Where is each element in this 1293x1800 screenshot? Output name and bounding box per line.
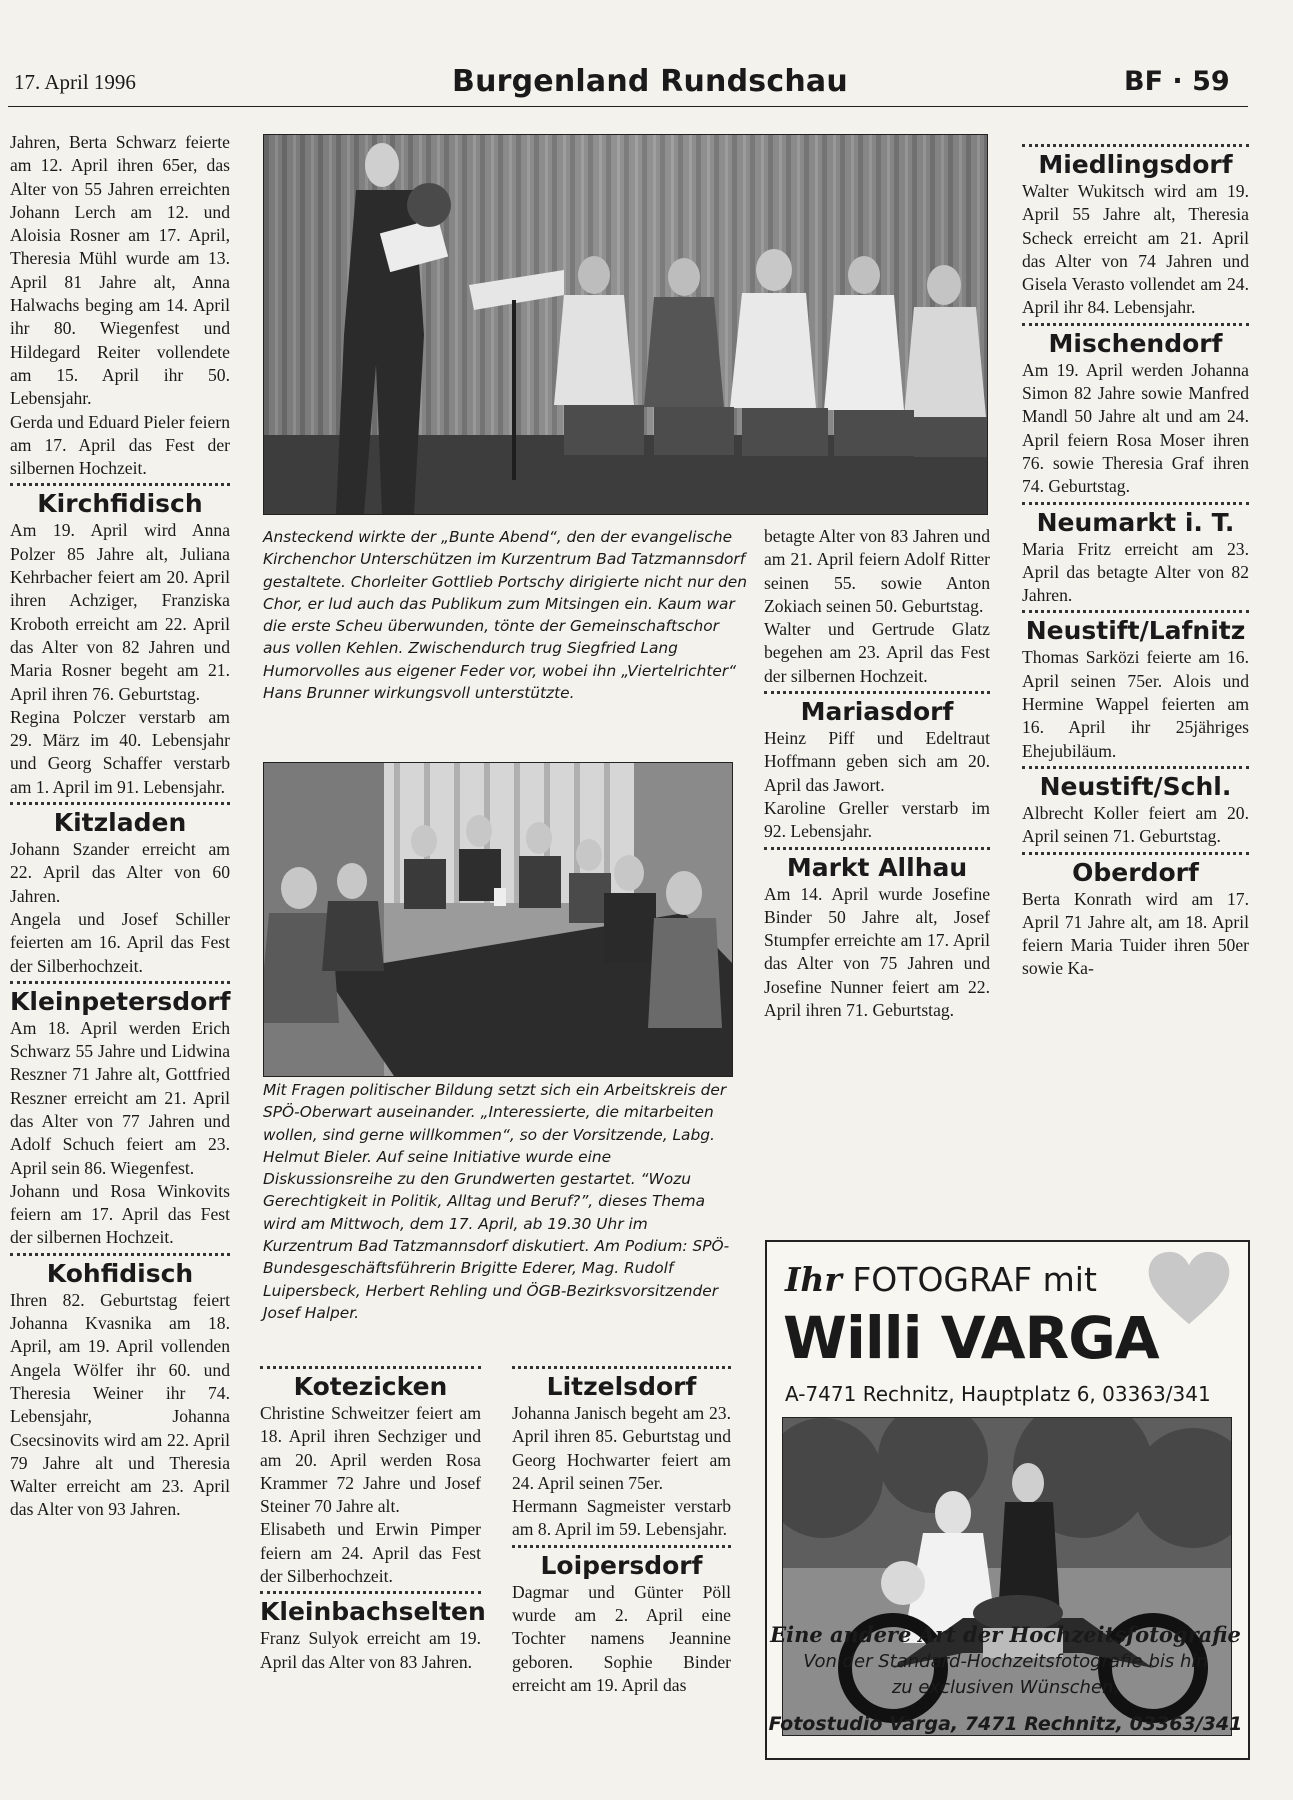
heading-kohfidisch: Kohfidisch bbox=[46, 1258, 194, 1288]
kitzladen-text-1: Johann Szander erreicht am 22. April das Alter von 60 Jahren. bbox=[10, 839, 230, 906]
neustift-schl-text-1: Albrecht Koller feiert am 20. April seinen 71. Geburtstag. bbox=[1022, 802, 1249, 847]
miedlingsdorf-text-1: Walter Wukitsch wird am 19. April 55 Jahre alt, Theresia Scheck erreicht am 21. April das Alter von 74 Jahren und Gisela Verasto vollendet am 24. April ihr 84. Lebensjahr. bbox=[1022, 181, 1249, 318]
section-divider bbox=[1022, 610, 1249, 613]
heading-neustift-schl: Neustift/Schl. bbox=[1039, 771, 1232, 801]
section-divider bbox=[1022, 323, 1249, 326]
section-divider bbox=[260, 1591, 481, 1594]
ad-fotograf: FOTOGRAF mit bbox=[852, 1260, 1097, 1299]
section-divider bbox=[1022, 766, 1249, 769]
kohfidisch-text-1: Ihren 82. Geburtstag feiert Johanna Kvasnika am 18. April, am 19. April vollenden Angela Wölfer ihr 60. und Theresia Weiner ihr 74. Lebensjahr, Johanna Csecsinovits wird am 22. April 79 Jahre alt und Theresia Walter erreicht am 23. April das Alter von 93 Jahren. bbox=[10, 1289, 230, 1520]
heading-mischendorf: Mischendorf bbox=[1048, 328, 1223, 358]
section-divider bbox=[10, 483, 230, 486]
ad-tagline: Eine andere Art der Hochzeitsfotografie bbox=[770, 1622, 1241, 1647]
newspaper-title: Burgenland Rundschau bbox=[452, 64, 848, 99]
section-divider bbox=[764, 847, 990, 850]
heading-kirchfidisch: Kirchfidisch bbox=[37, 489, 203, 519]
section-divider bbox=[1022, 502, 1249, 505]
issue-date: 17. April 1996 bbox=[14, 70, 136, 94]
section-divider bbox=[10, 802, 230, 805]
markt-allhau-text-1: Am 14. April wurde Josefine Binder 50 Jahre alt, Josef Stumpfer erreichte am 17. April das Alter von 75 Jahren und Josefine Nunner feiert am 22. April ihren 71. Geburtstag. bbox=[764, 883, 990, 1021]
loipersdorf-text-1: Dagmar und Günter Pöll wurde am 2. April eine Tochter namens Jeannine geboren. Sophie Binder erreicht am 19. April das bbox=[512, 1581, 731, 1695]
litzelsdorf-text-2: Hermann Sagmeister verstarb am 8. April im 59. Lebensjahr. bbox=[512, 1496, 731, 1540]
heart-icon bbox=[1147, 1248, 1231, 1328]
ad-address: A-7471 Rechnitz, Hauptplatz 6, 03363/341 bbox=[785, 1382, 1211, 1406]
oberdorf-text-1: Berta Konrath wird am 17. April 71 Jahre alt, am 18. April feiern Maria Tuider ihren 50er sowie Ka- bbox=[1022, 888, 1249, 979]
kirchfidisch-text-2: Regina Polczer verstarb am 29. März im 40. Lebensjahr und Georg Schaffer verstarb am 1. April im 91. Lebensjahr. bbox=[10, 706, 230, 797]
heading-litzelsdorf: Litzelsdorf bbox=[546, 1372, 697, 1401]
kleinbachselten-text-1: Franz Sulyok erreicht am 19. April das Alter von 83 Jahren. bbox=[260, 1628, 481, 1672]
ad-studio: Fotostudio Varga, 7471 Rechnitz, 03363/341 bbox=[768, 1713, 1243, 1735]
section-divider bbox=[512, 1366, 731, 1369]
column-2-left bbox=[260, 1363, 486, 1674]
heading-mariasdorf: Mariasdorf bbox=[800, 697, 954, 727]
heading-markt-allhau: Markt Allhau bbox=[786, 852, 968, 882]
heading-neumarkt: Neumarkt i. T. bbox=[1036, 507, 1235, 537]
meeting-photo-caption: Mit Fragen politischer Bildung setzt sich ein Arbeitskreis der SPÖ-Oberwart auseinander. „Interessierte, die mitarbeiten wollen, sind gerne willkommen“, so der Vorsitzende, Labg. Helmut Bieler. Auf seine Initiative wurde eine Diskussionsreihe zu den Grundwerten gestartet. “Wozu Gerechtigkeit in Politik, Alltag und Beruf?”, dieses Thema wird am Mittwoch, dem 17. April, ab 19.30 Uhr im Kurzentrum Bad Tatzmannsdorf diskutiert. Am Podium: SPÖ-Bundesgeschäftsführerin Brigitte Ederer, Mag. Rudolf Luipersbeck, Herbert Rehling und ÖGB-Bezirksvorsitzender Josef Halper. bbox=[263, 1081, 730, 1322]
choir-photo-caption: Ansteckend wirkte der „Bunte Abend“, den der evangelische Kirchenchor Unterschützen im Kurzentrum Bad Tatzmannsdorf gestaltete. Chorleiter Gottlieb Portschy dirigierte nicht nur den Chor, er lud auch das Publikum zum Mitsingen ein. Kaum war die erste Scheu überwunden, tönte der Gemeinschaftschor aus vollen Kehlen. Zwischendurch trug Siegfried Lang Humorvolles aus eigener Feder vor, wobei ihn „Viertelrichter“ Hans Brunner wirkungsvoll unterstützte. bbox=[263, 528, 747, 703]
kleinpetersdorf-text-2: Johann und Rosa Winkovits feiern am 17. April das Fest der silbernen Hochzeit. bbox=[10, 1180, 230, 1248]
col1-intro2: Gerda und Eduard Pieler feiern am 17. April das Fest der silbernen Hochzeit. bbox=[10, 411, 230, 479]
choir-photo bbox=[263, 134, 988, 515]
litzelsdorf-text-1: Johanna Janisch begeht am 23. April ihren 85. Geburtstag und Georg Hochwarter feiert am 24. April seinen 75er. bbox=[512, 1403, 731, 1493]
col3-intro: betagte Alter von 83 Jahren und am 21. April feiern Adolf Ritter seinen 55. sowie Anton Zokiach seinen 50. Geburtstag. bbox=[764, 526, 990, 616]
column-2-right bbox=[512, 1363, 731, 1697]
col1-intro: Jahren, Berta Schwarz feierte am 12. April ihren 65er, das Alter von 55 Jahren erreichten Johann Lerch am 12. und Aloisia Rosner am 17. April, Theresia Mühl wurde am 13. April 81 Jahre alt, Anna Halwachs beging am 14. April ihr 80. Wiegenfest und Hildegard Reiter vollendete am 15. April ihr 50. Lebensjahr. bbox=[10, 132, 230, 409]
heading-miedlingsdorf: Miedlingsdorf bbox=[1038, 150, 1233, 179]
ad-photographer-name: Willi VARGA bbox=[783, 1304, 1159, 1372]
ad-headline bbox=[785, 1260, 1097, 1299]
section-divider bbox=[10, 981, 230, 984]
kotezicken-text-2: Elisabeth und Erwin Pimper feiern am 24. April das Fest der Silberhochzeit. bbox=[260, 1519, 481, 1587]
heading-kleinbachselten: Kleinbachselten bbox=[260, 1597, 486, 1627]
kleinpetersdorf-text-1: Am 18. April werden Erich Schwarz 55 Jahre und Lidwina Reszner 71 Jahre alt, Gottfried Reszner erreicht am 21. April das Alter von 77 Jahren und Adolf Schuch feiert am 23. April sein 86. Wiegenfest. bbox=[10, 1017, 230, 1178]
kirchfidisch-text-1: Am 19. April wird Anna Polzer 85 Jahre alt, Juliana Kehrbacher feiert am 20. April ihren Achziger, Franziska Kroboth erreicht am 22. April das Alter von 82 Jahren und Maria Rosner begeht am 21. April ihren 76. Geburtstag. bbox=[10, 520, 230, 704]
kotezicken-text-1: Christine Schweitzer feiert am 18. April ihren Sechziger und am 20. April werden Rosa Krammer 72 Jahre und Josef Steiner 70 Jahre alt. bbox=[260, 1403, 481, 1517]
section-divider bbox=[1022, 852, 1249, 855]
header-rule bbox=[8, 106, 1248, 107]
section-divider bbox=[1022, 144, 1249, 147]
ad-subline-2: zu exclusiven Wünschen. bbox=[891, 1677, 1120, 1698]
col3-intro2: Walter und Gertrude Glatz begehen am 23. April das Fest der silbernen Hochzeit. bbox=[764, 619, 990, 686]
ad-subline-1: Von der Standard-Hochzeitsfotografie bis hin bbox=[803, 1651, 1208, 1672]
mischendorf-text-1: Am 19. April werden Johanna Simon 82 Jahre sowie Manfred Mandl 50 Jahre alt und am 24. April feiern Rosa Moser ihren 76. sowie Theresia Graf ihren 74. Geburtstag. bbox=[1022, 359, 1249, 497]
section-divider bbox=[10, 1253, 230, 1256]
page-number: BF · 59 bbox=[1124, 66, 1230, 97]
column-1 bbox=[10, 131, 230, 1522]
heading-kotezicken: Kotezicken bbox=[293, 1372, 448, 1401]
kitzladen-text-2: Angela und Josef Schiller feierten am 16. April das Fest der Silberhochzeit. bbox=[10, 908, 230, 976]
section-divider bbox=[764, 691, 990, 694]
mariasdorf-text-2: Karoline Greller verstarb im 92. Lebensjahr. bbox=[764, 797, 990, 842]
column-4 bbox=[1022, 141, 1249, 981]
heading-neustift-lafnitz: Neustift/Lafnitz bbox=[1025, 616, 1246, 646]
ad-footer bbox=[765, 1621, 1246, 1741]
meeting-photo bbox=[263, 762, 733, 1077]
neumarkt-text-1: Maria Fritz erreicht am 23. April das betagte Alter von 82 Jahren. bbox=[1022, 538, 1249, 606]
section-divider bbox=[512, 1545, 731, 1548]
neustift-lafnitz-text-1: Thomas Sarközi feierte am 16. April seinen 75er. Alois und Hermine Wappel feierten am 16. April ihr 25jähriges Ehejubiläum. bbox=[1022, 647, 1249, 761]
ad-ihr: Ihr bbox=[785, 1260, 842, 1299]
mariasdorf-text-1: Heinz Piff und Edeltraut Hoffmann geben sich am 20. April das Jawort. bbox=[764, 728, 990, 795]
column-3 bbox=[764, 525, 990, 1022]
heading-kleinpetersdorf: Kleinpetersdorf bbox=[10, 986, 231, 1016]
heading-kitzladen: Kitzladen bbox=[53, 808, 187, 838]
section-divider bbox=[260, 1366, 481, 1369]
heading-loipersdorf: Loipersdorf bbox=[540, 1550, 703, 1580]
heading-oberdorf: Oberdorf bbox=[1072, 857, 1199, 887]
